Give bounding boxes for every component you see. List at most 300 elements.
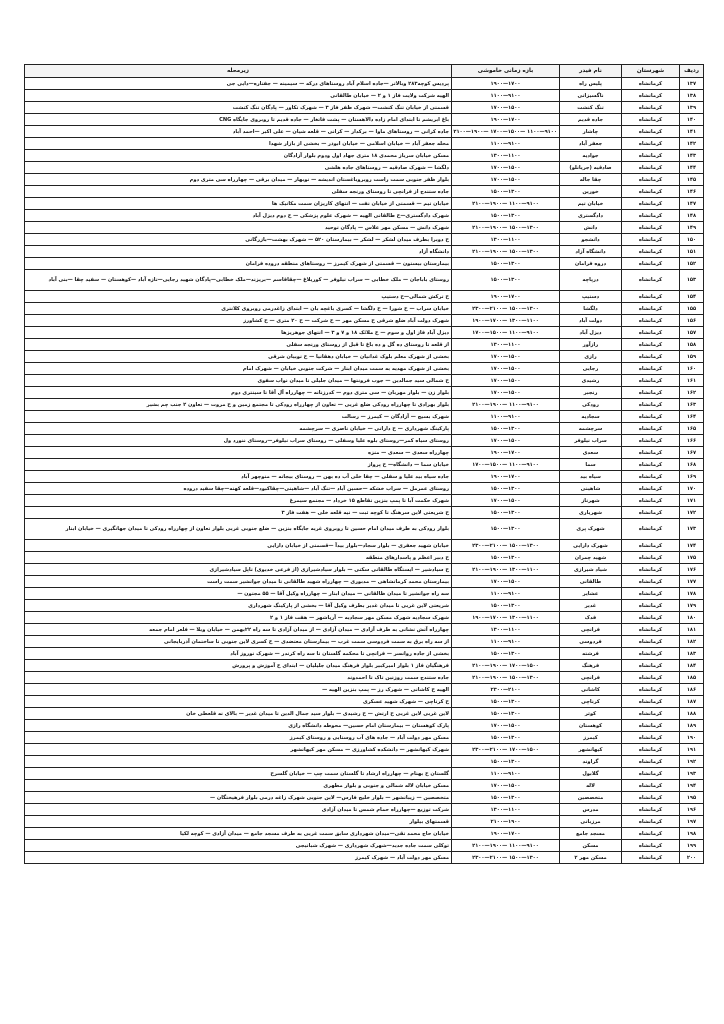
row-number-cell: ۱۶۷ bbox=[680, 447, 704, 459]
outage-times-cell: ۱۵۰۰—۱۷۰۰ bbox=[452, 162, 560, 174]
feeder-name-cell: کیمرز bbox=[560, 732, 622, 744]
outage-times-cell: ۱۳۰۰—۱۵۰۰ bbox=[452, 552, 560, 564]
feeder-name-cell: شاهینی bbox=[560, 483, 622, 495]
row-number-cell: ۱۷۷ bbox=[680, 576, 704, 588]
feeder-name-cell: شهرک پری bbox=[560, 519, 622, 540]
table-row bbox=[25, 150, 704, 162]
outage-times-cell: ۱۳۰۰—۱۵۰۰ —۲۱۰۰—۲۳۰۰ bbox=[452, 852, 560, 864]
sub-neighborhood-cell: باغ ابریشم تا ابتدای امام زاده دالاهستان — پشت فاتغار — جاده قدیم تا روبروی جایگاه CNG bbox=[25, 114, 452, 126]
outage-times-cell: ۱۳۰۰—۱۵۰۰ bbox=[452, 483, 560, 495]
table-row bbox=[25, 90, 704, 102]
row-number-cell: ۱۷۶ bbox=[680, 564, 704, 576]
outage-times-cell: ۱۱۰۰—۱۳۰۰ —۱۷۰۰—۱۹۰۰ bbox=[452, 612, 560, 624]
table-row bbox=[25, 804, 704, 816]
outage-times-cell: ۱۳۰۰—۱۵۰۰ bbox=[452, 186, 560, 198]
sub-neighborhood-cell: جاده ستندج از فرانچی تا روستای ورنجه سفلی bbox=[25, 186, 452, 198]
city-cell: کرمانشاه bbox=[622, 720, 680, 732]
sub-neighborhood-cell: پارکینگ شهرداری — خ داراتی — خیابان ناصری — سرچشمه bbox=[25, 423, 452, 435]
feeder-name-cell: دولت آباد bbox=[560, 315, 622, 327]
table-row bbox=[25, 495, 704, 507]
table-row bbox=[25, 483, 704, 495]
sub-neighborhood-cell: پردیس کوچه۲۸۳ وبالاتر —جاده اسلام آباد روستاهای درکه — سیمینه — جفتاره—دایی جی bbox=[25, 78, 452, 90]
feeder-name-cell: دانشگاه آزاد bbox=[560, 246, 622, 258]
row-number-cell: ۱۷۴ bbox=[680, 540, 704, 552]
table-row bbox=[25, 162, 704, 174]
outage-times-cell: ۹۱۰۰—۱۱۰۰ bbox=[452, 411, 560, 423]
table-row bbox=[25, 387, 704, 399]
city-cell: کرمانشاه bbox=[622, 672, 680, 684]
outage-times-cell: ۱۷۰۰—۱۹۰۰ bbox=[452, 114, 560, 126]
city-cell: کرمانشاه bbox=[622, 246, 680, 258]
feeder-name-cell: فردوسی bbox=[560, 636, 622, 648]
city-cell: کرمانشاه bbox=[622, 126, 680, 138]
feeder-name-cell: کوهستان bbox=[560, 720, 622, 732]
outage-times-cell: ۱۵۰۰—۱۷۰۰ bbox=[452, 102, 560, 114]
table-row bbox=[25, 471, 704, 483]
city-cell: کرمانشاه bbox=[622, 636, 680, 648]
sub-neighborhood-cell: بیمارستان بیستون — قسمتی از شهرک کیمرز — روستاهای منطقه دروده فرامان bbox=[25, 258, 452, 270]
outage-times-cell: ۹۱۰۰—۱۱۰۰ —۱۵۰۰—۱۷۰۰ bbox=[452, 327, 560, 339]
table-row bbox=[25, 270, 704, 291]
row-number-cell: ۱۶۰ bbox=[680, 363, 704, 375]
outage-times-cell: ۱۱۰۰—۱۳۰۰ bbox=[452, 234, 560, 246]
feeder-name-cell: صادقیه (جریانلو) bbox=[560, 162, 622, 174]
outage-times-cell: ۹۱۰۰—۱۱۰۰ —۱۹۰۰—۲۱۰۰ bbox=[452, 399, 560, 411]
header-city: شهرستان bbox=[622, 65, 680, 78]
header-feeder-name: نام فیدر bbox=[560, 65, 622, 78]
feeder-name-cell: ناگسیزانی bbox=[560, 90, 622, 102]
city-cell: کرمانشاه bbox=[622, 258, 680, 270]
city-cell: کرمانشاه bbox=[622, 363, 680, 375]
row-number-cell: ۱۸۸ bbox=[680, 708, 704, 720]
sub-neighborhood-cell: چهارراه آتش نشانی به طرف آزادی — میدان آزادی — از میدان آزادی تا سه راه ۲۲بهمن — خیابان ویلا — فلعر امام جمعه bbox=[25, 624, 452, 636]
outage-times-cell: ۱۵۰۰—۱۷۰۰ bbox=[452, 720, 560, 732]
row-number-cell: ۱۸۳ bbox=[680, 648, 704, 660]
city-cell: کرمانشاه bbox=[622, 459, 680, 471]
header-outage-times: بازه زمانی خاموشی bbox=[452, 65, 560, 78]
feeder-name-cell: رازی bbox=[560, 351, 622, 363]
row-number-cell: ۱۷۳ bbox=[680, 519, 704, 540]
table-row bbox=[25, 351, 704, 363]
row-number-cell: ۱۸۹ bbox=[680, 720, 704, 732]
outage-times-cell: ۱۵۰۰—۱۷۰۰ bbox=[452, 435, 560, 447]
table-row bbox=[25, 519, 704, 540]
sub-neighborhood-cell: خ شمالی سید جمالدین — جوب فرونتها — میدان جلیلی تا میدان نواب سفوی bbox=[25, 375, 452, 387]
sub-neighborhood-cell: شهرک دانش — مسکن مهر علاس — پادگان توحید bbox=[25, 222, 452, 234]
outage-times-cell: ۱۵۰۰—۱۷۰۰ bbox=[452, 495, 560, 507]
feeder-name-cell: مسکن مهر ۲ bbox=[560, 852, 622, 864]
sub-neighborhood-cell: توکلی سمت جاده جدید—شهرک شهرداری — شهرک شبانیجی bbox=[25, 840, 452, 852]
table-body bbox=[25, 78, 704, 864]
feeder-name-cell: مسجد جامع bbox=[560, 828, 622, 840]
sub-neighborhood-cell: دلگشا — شهرک صادقیه — روستاهای جاده هلشی bbox=[25, 162, 452, 174]
city-cell: کرمانشاه bbox=[622, 387, 680, 399]
row-number-cell: ۱۵۲ bbox=[680, 258, 704, 270]
outage-times-cell: ۱۵۰۰—۱۷۰۰ bbox=[452, 351, 560, 363]
city-cell: کرمانشاه bbox=[622, 315, 680, 327]
outage-times-cell: ۱۷۰۰—۱۹۰۰ bbox=[452, 78, 560, 90]
row-number-cell: ۱۷۵ bbox=[680, 552, 704, 564]
sub-neighborhood-cell: بخشی از شهرک مهدیه به سمت میدان ابنار — شرکت جنوبی خیابان — شهرک امام bbox=[25, 363, 452, 375]
feeder-name-cell: رودکی bbox=[560, 399, 622, 411]
city-cell: کرمانشاه bbox=[622, 162, 680, 174]
outage-times-cell: ۹۱۰۰—۱۱۰۰ bbox=[452, 588, 560, 600]
city-cell: کرمانشاه bbox=[622, 150, 680, 162]
row-number-cell: ۱۳۷ bbox=[680, 78, 704, 90]
table-row bbox=[25, 303, 704, 315]
feeder-name-cell: شهریاری bbox=[560, 507, 622, 519]
feeder-name-cell: مسکن bbox=[560, 840, 622, 852]
outage-times-cell: ۱۳۰۰—۱۵۰۰ bbox=[452, 732, 560, 744]
city-cell: کرمانشاه bbox=[622, 708, 680, 720]
city-cell: کرمانشاه bbox=[622, 696, 680, 708]
outage-times-cell: ۹۱۰۰—۱۱۰۰ —۱۵۰۰—۱۷۰۰ —۱۹۰۰—۲۱۰۰ bbox=[452, 126, 560, 138]
city-cell: کرمانشاه bbox=[622, 828, 680, 840]
feeder-name-cell: سراب نیلوفر bbox=[560, 435, 622, 447]
city-cell: کرمانشاه bbox=[622, 564, 680, 576]
outage-times-cell: ۹۱۰۰—۱۱۰۰ —۱۹۰۰—۲۱۰۰ bbox=[452, 840, 560, 852]
outage-times-cell: ۹۱۰۰—۱۱۰۰ bbox=[452, 90, 560, 102]
city-cell: کرمانشاه bbox=[622, 540, 680, 552]
feeder-name-cell: عشایر bbox=[560, 588, 622, 600]
row-number-cell: ۱۵۶ bbox=[680, 315, 704, 327]
outage-times-cell: ۱۷۰۰—۱۹۰۰ bbox=[452, 291, 560, 303]
sub-neighborhood-cell: بخشی از شهرک معلم بلوک غدانیان — خیابان دهقانیا — خ نوبیان شرقی bbox=[25, 351, 452, 363]
city-cell: کرمانشاه bbox=[622, 756, 680, 768]
feeder-name-cell: رشیدی bbox=[560, 375, 622, 387]
feeder-name-cell: جوادیه bbox=[560, 150, 622, 162]
outage-times-cell: ۱۳۰۰—۱۵۰۰ bbox=[452, 756, 560, 768]
sub-neighborhood-cell: قسمتی از خیابان تنگ کنشت— شهرک ظفر فاز ۳ — شهرک تکاور — پادگان تنگ کنشت bbox=[25, 102, 452, 114]
feeder-name-cell: کیهانشهر bbox=[560, 744, 622, 756]
city-cell: کرمانشاه bbox=[622, 600, 680, 612]
sub-neighborhood-cell: قسمتهای بیلوار bbox=[25, 816, 452, 828]
sub-neighborhood-cell: خیابان شهید جعفری — بلوار سجاد—بلوار بیدآ —قسمتی از خیابان دارایی bbox=[25, 540, 452, 552]
row-number-cell: ۱۴۰ bbox=[680, 114, 704, 126]
table-row bbox=[25, 612, 704, 624]
city-cell: کرمانشاه bbox=[622, 291, 680, 303]
row-number-cell: ۱۷۰ bbox=[680, 483, 704, 495]
row-number-cell: ۱۵۸ bbox=[680, 339, 704, 351]
sub-neighborhood-cell: خیابان سراب — خ شورا — خ دلگشا — کسری باغچه بان — ابتدای زاغدرمی روبروی کلانتری bbox=[25, 303, 452, 315]
row-number-cell: ۱۶۳ bbox=[680, 399, 704, 411]
feeder-name-cell: لاله bbox=[560, 780, 622, 792]
table-row bbox=[25, 816, 704, 828]
sub-neighborhood-cell: فرهنگیان فاز ۱ بلوار امیرکبیر بلوار فرهنگ میدان جلیلیان — ابتدای خ آموزش و پرورش bbox=[25, 660, 452, 672]
table-row bbox=[25, 756, 704, 768]
sub-neighborhood-cell: متخصصین — زیبانشهر — بلوار خلیج فارس— لاین جنوبی شهرک زاغه درمی بلوار فرهیختگان — bbox=[25, 792, 452, 804]
table-row bbox=[25, 828, 704, 840]
row-number-cell: ۱۸۷ bbox=[680, 696, 704, 708]
table-row bbox=[25, 648, 704, 660]
feeder-name-cell: گراوند bbox=[560, 756, 622, 768]
table-row bbox=[25, 564, 704, 576]
row-number-cell: ۱۸۲ bbox=[680, 636, 704, 648]
feeder-name-cell: گلابول bbox=[560, 768, 622, 780]
table-row bbox=[25, 540, 704, 552]
outage-times-cell: ۹۱۰۰—۱۱۰۰ —۱۵۰۰—۱۷۰۰ bbox=[452, 459, 560, 471]
outage-times-cell: ۱۱۰۰—۱۳۰۰ —۱۷۰۰—۱۹۰۰ bbox=[452, 315, 560, 327]
outage-times-cell: ۱۵۰۰—۱۷۰۰ —۱۹۰۰—۲۱۰۰ bbox=[452, 660, 560, 672]
row-number-cell: ۱۹۲ bbox=[680, 756, 704, 768]
table-row bbox=[25, 78, 704, 90]
feeder-name-cell: کوثر bbox=[560, 708, 622, 720]
outage-times-cell: ۱۳۰۰—۱۵۰۰ bbox=[452, 648, 560, 660]
row-number-cell: ۱۶۹ bbox=[680, 471, 704, 483]
outage-times-cell: ۱۳۰۰—۱۵۰۰ bbox=[452, 708, 560, 720]
city-cell: کرمانشاه bbox=[622, 138, 680, 150]
city-cell: کرمانشاه bbox=[622, 90, 680, 102]
sub-neighborhood-cell: شریعتی لاین غربی تا میدان غدیر بطرف وکیل آقا — بخشی از پارکینگ شهرداری bbox=[25, 600, 452, 612]
table-row bbox=[25, 246, 704, 258]
table-row bbox=[25, 447, 704, 459]
row-number-cell: ۱۴۵ bbox=[680, 174, 704, 186]
sub-neighborhood-cell: خیابان حاج محمد تقی—میدان شهرداری سابق سمت غربی به طرف مسجد جامع — میدان آزادی — کوچه لکیا bbox=[25, 828, 452, 840]
feeder-name-cell: متخصصین bbox=[560, 792, 622, 804]
city-cell: کرمانشاه bbox=[622, 351, 680, 363]
sub-neighborhood-cell: شهرک کیهانشهر — دانشکده کشاورزی — مسکن مهر کیهانشهر bbox=[25, 744, 452, 756]
city-cell: کرمانشاه bbox=[622, 198, 680, 210]
feeder-name-cell: شیاد شیرازی bbox=[560, 564, 622, 576]
table-row bbox=[25, 363, 704, 375]
sub-neighborhood-cell: خ شریعتی لاین سرهنگ تا کوچه ثبت — نیه قلعه خلی — هفت فاز ۳ bbox=[25, 507, 452, 519]
sub-neighborhood-cell: محله جعفر آباد — خیابان اسلامی — خیابان ابوذر — بخشی از بازار شهدا bbox=[25, 138, 452, 150]
table-row bbox=[25, 339, 704, 351]
outage-times-cell: ۱۳۰۰—۱۵۰۰ bbox=[452, 210, 560, 222]
city-cell: کرمانشاه bbox=[622, 102, 680, 114]
sub-neighborhood-cell: الهیه شرکت ولایت فاز ۱ و ۲ — خیابان طالقانی bbox=[25, 90, 452, 102]
header-row-number: ردیف bbox=[680, 65, 704, 78]
outage-times-cell: ۱۳۰۰—۱۵۰۰ bbox=[452, 519, 560, 540]
city-cell: کرمانشاه bbox=[622, 660, 680, 672]
table-row bbox=[25, 624, 704, 636]
table-row bbox=[25, 588, 704, 600]
sub-neighborhood-cell: بلوار ظفر جنوبی سمت راست روبروباغستان اندیشه — نوبهار — میدان برقی — چهارراه سی متری دوم bbox=[25, 174, 452, 186]
city-cell: کرمانشاه bbox=[622, 435, 680, 447]
outage-times-cell: ۱۷۰۰—۱۹۰۰ bbox=[452, 828, 560, 840]
outage-times-cell: ۹۱۰۰—۱۱۰۰ bbox=[452, 138, 560, 150]
sub-neighborhood-cell: خ سیادشیر — ایستگاه طالقانی سکنی — بلوار سیادشیرازی (از فرعی خدیوی) تاپل سیادشیرازی bbox=[25, 564, 452, 576]
city-cell: کرمانشاه bbox=[622, 804, 680, 816]
feeder-name-cell: خورین bbox=[560, 186, 622, 198]
sub-neighborhood-cell: لاین غربی لاین غربی خ ارتش — خ رشیدی — بلوار سید جمال الدین تا میدان غدیر — بالای نه قلعطی خان bbox=[25, 708, 452, 720]
city-cell: کرمانشاه bbox=[622, 552, 680, 564]
city-cell: کرمانشاه bbox=[622, 471, 680, 483]
row-number-cell: ۱۸۱ bbox=[680, 624, 704, 636]
feeder-name-cell: سجادیه bbox=[560, 411, 622, 423]
row-number-cell: ۱۵۵ bbox=[680, 303, 704, 315]
row-number-cell: ۱۸۶ bbox=[680, 684, 704, 696]
sub-neighborhood-cell: خیابان سما — دانشگاه— خ پرواز bbox=[25, 459, 452, 471]
outage-times-cell: ۱۵۰۰—۱۷۰۰ bbox=[452, 174, 560, 186]
city-cell: کرمانشاه bbox=[622, 684, 680, 696]
sub-neighborhood-cell: مسکن خیابان لاله شمالی و جنوبی و بلوار مطهری bbox=[25, 780, 452, 792]
outage-times-cell: ۱۵۰۰—۱۷۰۰ bbox=[452, 576, 560, 588]
city-cell: کرمانشاه bbox=[622, 423, 680, 435]
city-cell: کرمانشاه bbox=[622, 270, 680, 291]
table-row bbox=[25, 186, 704, 198]
table-row bbox=[25, 696, 704, 708]
row-number-cell: ۱۹۷ bbox=[680, 816, 704, 828]
sub-neighborhood-cell: پارک کوهستان — بیمارستان امام حسین— محوطه دانشگاه رازی bbox=[25, 720, 452, 732]
sub-neighborhood-cell: شهرک دادگستری—خ طالقانی الهیه — شهرک علوم پزشکی — خ دوم دیزل آباد bbox=[25, 210, 452, 222]
row-number-cell: ۱۹۳ bbox=[680, 768, 704, 780]
sub-neighborhood-cell: جاده ستندج سمت روزنین تاک تا احمدوند bbox=[25, 672, 452, 684]
outage-times-cell: ۱۵۰۰—۱۷۰۰ bbox=[452, 363, 560, 375]
feeder-name-cell: مرزبانی bbox=[560, 816, 622, 828]
table-row bbox=[25, 210, 704, 222]
outage-times-cell: ۱۵۰۰—۱۷۰۰ bbox=[452, 375, 560, 387]
outage-schedule-table bbox=[24, 64, 704, 864]
feeder-name-cell: دانش bbox=[560, 222, 622, 234]
sub-neighborhood-cell: دانشگاه آزاد bbox=[25, 246, 452, 258]
outage-times-cell: ۱۱۰۰—۱۳۰۰ bbox=[452, 804, 560, 816]
sub-neighborhood-cell: چهارراه سعدی — سعدی — منزه bbox=[25, 447, 452, 459]
table-row bbox=[25, 411, 704, 423]
feeder-name-cell: سما bbox=[560, 459, 622, 471]
city-cell: کرمانشاه bbox=[622, 519, 680, 540]
row-number-cell: ۱۹۹ bbox=[680, 840, 704, 852]
city-cell: کرمانشاه bbox=[622, 744, 680, 756]
table-header-row bbox=[25, 65, 704, 78]
sub-neighborhood-cell: از سه راه برق به سمت فردوسی سمت غرب — بیمارستان معتضدی — خ کسری لاین جنوبی تا ساختمان آذربایجانی bbox=[25, 636, 452, 648]
city-cell: کرمانشاه bbox=[622, 234, 680, 246]
row-number-cell: ۱۶۸ bbox=[680, 459, 704, 471]
outage-times-cell: ۱۵۰۰—۱۷۰۰ bbox=[452, 780, 560, 792]
feeder-name-cell: رجایی bbox=[560, 363, 622, 375]
city-cell: کرمانشاه bbox=[622, 411, 680, 423]
sub-neighborhood-cell: مسکن مهر دولت آباد — جاده های آب روستایی و روستای کیمرز bbox=[25, 732, 452, 744]
table-row bbox=[25, 435, 704, 447]
city-cell: کرمانشاه bbox=[622, 816, 680, 828]
city-cell: کرمانشاه bbox=[622, 327, 680, 339]
city-cell: کرمانشاه bbox=[622, 222, 680, 234]
feeder-name-cell: دلگشا bbox=[560, 303, 622, 315]
table-row bbox=[25, 636, 704, 648]
table-row bbox=[25, 744, 704, 756]
row-number-cell: ۱۵۹ bbox=[680, 351, 704, 363]
feeder-name-cell: مدرس bbox=[560, 804, 622, 816]
row-number-cell: ۱۵۰ bbox=[680, 234, 704, 246]
city-cell: کرمانشاه bbox=[622, 732, 680, 744]
city-cell: کرمانشاه bbox=[622, 768, 680, 780]
row-number-cell: ۱۷۲ bbox=[680, 507, 704, 519]
city-cell: کرمانشاه bbox=[622, 339, 680, 351]
outage-times-cell: ۱۳۰۰—۱۵۰۰ —۲۱۰۰—۲۳۰۰ bbox=[452, 540, 560, 552]
row-number-cell: ۱۶۶ bbox=[680, 435, 704, 447]
table-row bbox=[25, 222, 704, 234]
city-cell: کرمانشاه bbox=[622, 375, 680, 387]
feeder-name-cell: سعدی bbox=[560, 447, 622, 459]
table-row bbox=[25, 684, 704, 696]
city-cell: کرمانشاه bbox=[622, 210, 680, 222]
feeder-name-cell: چاشار bbox=[560, 126, 622, 138]
table-row bbox=[25, 258, 704, 270]
row-number-cell: ۱۷۱ bbox=[680, 495, 704, 507]
row-number-cell: ۱۹۴ bbox=[680, 780, 704, 792]
city-cell: کرمانشاه bbox=[622, 507, 680, 519]
sub-neighborhood-cell: روستای سیاه کمر—روستای بلوه علیا وسفلی — روستای سراب نیلوفر—روستای ننورد ول bbox=[25, 435, 452, 447]
feeder-name-cell: خیابان تیم bbox=[560, 198, 622, 210]
table-row bbox=[25, 708, 704, 720]
row-number-cell: ۱۵۳ bbox=[680, 270, 704, 291]
table-row bbox=[25, 114, 704, 126]
feeder-name-cell: رازآور bbox=[560, 339, 622, 351]
feeder-name-cell: دانشجو bbox=[560, 234, 622, 246]
sub-neighborhood-cell: خ ترکش شمالی—خ دستیپ bbox=[25, 291, 452, 303]
feeder-name-cell: دیزل آباد bbox=[560, 327, 622, 339]
table-row bbox=[25, 399, 704, 411]
row-number-cell: ۱۹۸ bbox=[680, 828, 704, 840]
table-row bbox=[25, 291, 704, 303]
city-cell: کرمانشاه bbox=[622, 399, 680, 411]
sub-neighborhood-cell: الهیه خ کاشانی — شهرک رز — پمپ بنزین الهیه — bbox=[25, 684, 452, 696]
city-cell: کرمانشاه bbox=[622, 612, 680, 624]
outage-times-cell: ۹۱۰۰—۱۱۰۰ —۱۹۰۰—۲۱۰۰ bbox=[452, 198, 560, 210]
outage-times-cell: ۱۳۰۰—۱۵۰۰ —۲۱۰۰—۲۳۰۰ bbox=[452, 303, 560, 315]
table-row bbox=[25, 600, 704, 612]
city-cell: کرمانشاه bbox=[622, 840, 680, 852]
table-row bbox=[25, 423, 704, 435]
sub-neighborhood-cell: دیزل آباد فاز اول و سوم — خ ملائک ۱۸ و ۷ و ۳ — انتهای جوهریزها bbox=[25, 327, 452, 339]
sub-neighborhood-cell: روستای باباجان — ملک خطابی — سراب نیلوفر — کوریلاغ —چقاقاسم —بریزند—ملک خطابی—پادگان شهید رجایی—تازه آباد —کوهستان — سفید چقا —بنی آباد bbox=[25, 270, 452, 291]
outage-times-cell: ۱۳۰۰—۱۵۰۰ bbox=[452, 423, 560, 435]
sub-neighborhood-cell: بلوار بهرادی تا چهارراه رودکی ضلع غربی — تعاون از چهارراه رودکی تا مجتمع زمین و خ مروت — تعاون ۲ جنب چم بشیر bbox=[25, 399, 452, 411]
sub-neighborhood-cell: خیابان تیم — قسمتی از خیابان نفت — انتهای کاریزان سمت مکانیک ها bbox=[25, 198, 452, 210]
outage-times-cell: ۹۱۰۰—۱۱۰۰ bbox=[452, 636, 560, 648]
city-cell: کرمانشاه bbox=[622, 114, 680, 126]
table-row bbox=[25, 780, 704, 792]
row-number-cell: ۱۳۹ bbox=[680, 102, 704, 114]
sub-neighborhood-cell: بیمارستان محمد کرمانشاهی — مدبوری — چهارراه شهید طالقانی تا میدان جوانشیر سمت راست bbox=[25, 576, 452, 588]
table-row bbox=[25, 672, 704, 684]
table-row bbox=[25, 459, 704, 471]
sub-neighborhood-cell: از قلعه تا روستای ده گل و ده باغ تا قبل از روستای ورنجه سفلی bbox=[25, 339, 452, 351]
row-number-cell: ۱۵۴ bbox=[680, 291, 704, 303]
outage-times-cell: ۱۹۰۰—۲۱۰۰ bbox=[452, 816, 560, 828]
row-number-cell: ۱۷۹ bbox=[680, 600, 704, 612]
feeder-name-cell: طالقانی bbox=[560, 576, 622, 588]
feeder-name-cell: پلیس راه bbox=[560, 78, 622, 90]
sub-neighborhood-cell: شهرک حکمت آبا تا پمپ بنزین تقاطع ۱۵ خرداد — مجتمع سیمرغ bbox=[25, 495, 452, 507]
feeder-name-cell: شهید چمران bbox=[560, 552, 622, 564]
table-row bbox=[25, 768, 704, 780]
city-cell: کرمانشاه bbox=[622, 588, 680, 600]
feeder-name-cell: جاده قدیم bbox=[560, 114, 622, 126]
outage-times-cell: ۱۳۰۰—۱۵۰۰ —۱۹۰۰—۲۱۰۰ bbox=[452, 222, 560, 234]
outage-times-cell: ۲۱۰۰—۲۳۰۰ bbox=[452, 684, 560, 696]
row-number-cell: ۱۶۵ bbox=[680, 423, 704, 435]
row-number-cell: ۱۴۴ bbox=[680, 162, 704, 174]
row-number-cell: ۱۹۱ bbox=[680, 744, 704, 756]
feeder-name-cell: چقا جاله bbox=[560, 174, 622, 186]
outage-times-cell: ۱۵۰۰—۱۷۰۰ bbox=[452, 387, 560, 399]
outage-times-cell: ۱۱۰۰—۱۳۰۰ bbox=[452, 339, 560, 351]
outage-times-cell: ۱۳۰۰—۱۵۰۰ bbox=[452, 792, 560, 804]
outage-times-cell: ۱۳۰۰—۱۵۰۰ bbox=[452, 696, 560, 708]
table-row bbox=[25, 315, 704, 327]
row-number-cell: ۱۹۰ bbox=[680, 732, 704, 744]
feeder-name-cell: کرناچی bbox=[560, 696, 622, 708]
table-row bbox=[25, 174, 704, 186]
city-cell: کرمانشاه bbox=[622, 303, 680, 315]
feeder-name-cell: شهرک دارایی bbox=[560, 540, 622, 552]
sub-neighborhood-cell: جاده سیاه بید علیا و سفلی — چقا خلی آب ده بهن — روستای بیجانه — منوچهر آباد bbox=[25, 471, 452, 483]
sub-neighborhood-cell: شهرک بسیج — آزادگان — کیمرز — رسالت bbox=[25, 411, 452, 423]
table-row bbox=[25, 792, 704, 804]
outage-times-cell: ۱۷۰۰—۱۹۰۰ bbox=[452, 471, 560, 483]
outage-times-cell: ۱۳۰۰—۱۵۰۰ bbox=[452, 600, 560, 612]
